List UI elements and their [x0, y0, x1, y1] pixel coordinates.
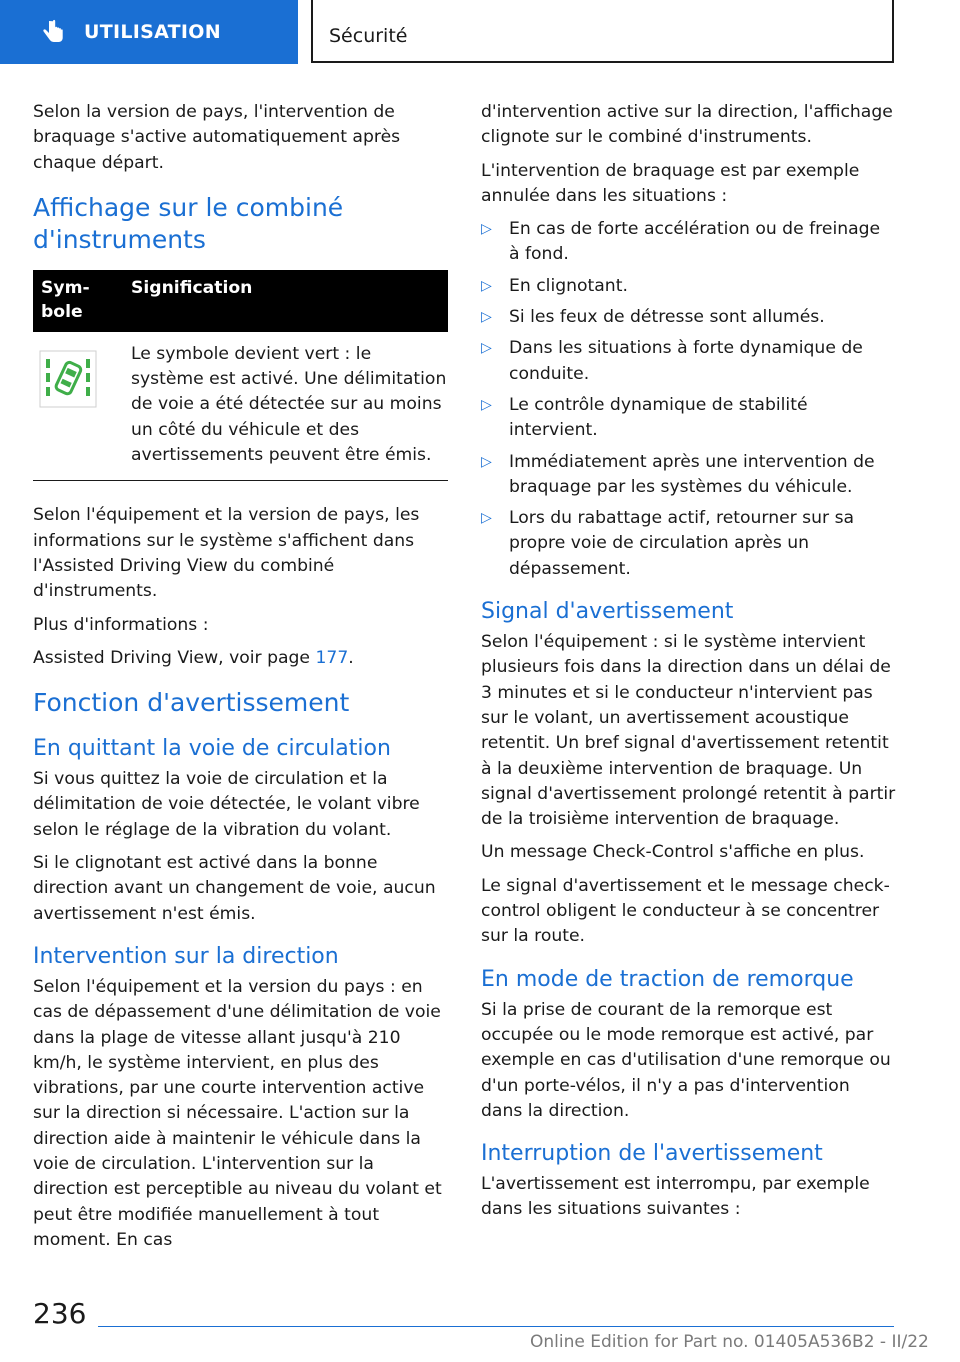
signal-paragraph-3: Le signal d'avertissement et le message check-control obligent le conducteur à se concentrer sur la route. — [481, 875, 890, 947]
assisted-reference: Assisted Driving View, voir page 177. — [33, 647, 354, 668]
list-item: ▷ Le contrôle dynamique de stabilité intervient. — [481, 394, 808, 441]
section-label: UTILISATION — [84, 21, 221, 43]
list-item: ▷ Immédiatement après une intervention de braquage par les systèmes du véhicule. — [481, 451, 875, 497]
interrupt-heading: Interruption de l'avertissement — [481, 1141, 823, 1167]
steering-paragraph: Selon l'équipement et la version du pays : en cas de dépassement d'une délimitation de voie dans la plage de vitesse allant jusqu'à 210 km/h, le système intervient, en plus des vibrations, par une courte intervention active sur la direction si nécessaire. L'action sur la direction aide à maintenir le véhicule dans la voie de circulation. L'intervention sur la direction est perceptible au niveau du volant et peut être modifiée manuellement à tout moment. En cas — [33, 976, 442, 1250]
signal-paragraph-2: Un message Check-Control s'affiche en plus. — [481, 842, 865, 863]
list-item: ▷ Si les feux de détresse sont allumés. — [481, 305, 896, 330]
list-item: ▷ En cas de forte accélération ou de freinage à fond. — [481, 219, 881, 265]
warning-heading: Fonction d'avertissement — [33, 688, 350, 718]
meaning-column-header: Signification — [131, 277, 253, 298]
chapter-header — [311, 0, 894, 63]
leaving-paragraph-2: Si le clignotant est activé dans la bonne direction avant un changement de voie, aucun avertissement n'est émis. — [33, 853, 436, 924]
chapter-label: Sécurité — [329, 25, 408, 47]
triangle-bullet-icon: ▷ — [481, 340, 492, 357]
page-link[interactable]: 177 — [315, 647, 349, 668]
interrupt-paragraph: L'avertissement est interrompu, par exemple dans les situations suivantes : — [481, 1174, 870, 1220]
trailer-heading: En mode de traction de remorque — [481, 966, 854, 992]
triangle-bullet-icon: ▷ — [481, 309, 492, 326]
triangle-bullet-icon: ▷ — [481, 510, 492, 527]
more-info-label: Plus d'informations : — [33, 614, 209, 635]
table-cell-meaning: Le symbole devient vert : le système est activé. Une délimitation de voie a été détectée sur au moins un côté du véhicule et des avertissements peuvent être émis. — [131, 343, 447, 466]
footer-divider — [98, 1326, 894, 1327]
page-number: 236 — [33, 1297, 87, 1330]
display-heading: Affichage sur le combiné d'instruments — [33, 192, 344, 254]
cancel-paragraph: L'intervention de braquage est par exemple annulée dans les situations : — [481, 160, 860, 206]
symbol-column-header: Sym- bole — [41, 277, 90, 322]
section-tab — [0, 0, 298, 64]
hand-pointer-icon — [40, 19, 66, 45]
list-item: ▷ Dans les situations à forte dynamique de conduite. — [481, 338, 863, 384]
trailer-paragraph: Si la prise de courant de la remorque est occupée ou le mode remorque est activé, par exemple en cas d'utilisation d'une remorque ou d'un porte-vélos, il n'y a pas d'intervention dans la direction. — [481, 999, 891, 1121]
cancel-list — [481, 217, 896, 582]
leaving-paragraph-1: Si vous quittez la voie de circulation et la délimitation de voie détectée, le volant vibre selon le réglage de la vibration du volant. — [33, 769, 420, 840]
leaving-heading: En quittant la voie de circulation — [33, 736, 391, 762]
table-row — [33, 332, 448, 481]
triangle-bullet-icon: ▷ — [481, 221, 492, 238]
table-header — [33, 270, 448, 332]
continuation-paragraph: d'intervention active sur la direction, l'affichage clignote sur le combiné d'instruments. — [481, 102, 893, 148]
triangle-bullet-icon: ▷ — [481, 277, 492, 294]
list-item: ▷ Lors du rabattage actif, retourner sur sa propre voie de circulation après un dépassement. — [481, 508, 855, 579]
triangle-bullet-icon: ▷ — [481, 453, 492, 470]
steering-heading: Intervention sur la direction — [33, 943, 339, 969]
left-column — [33, 100, 448, 1261]
list-item: ▷ En clignotant. — [481, 274, 896, 299]
assisted-prefix: Assisted Driving View, voir page — [33, 647, 316, 668]
symbol-table — [33, 270, 448, 481]
intro-paragraph: Selon la version de pays, l'intervention de braquage s'active automatiquement après chaque départ. — [33, 102, 401, 173]
triangle-bullet-icon: ▷ — [481, 396, 492, 413]
lane-assist-green-icon — [39, 350, 97, 408]
edition-text: Online Edition for Part no. 01405A536B2 - II/22 — [530, 1332, 929, 1352]
signal-paragraph-1: Selon l'équipement : si le système intervient plusieurs fois dans la direction dans un délai de 3 minutes et si le conducteur n'intervient pas sur le volant, un avertissement acoustique retentit. Un bref signal d'avertissement retentit à la deuxième intervention de braquage. Un signal d'avertissement prolongé retentit à partir de la troisième intervention de braquage. — [481, 632, 896, 830]
equipment-paragraph: Selon l'équipement et la version de pays, les informations sur le système s'affichent dans l'Assisted Driving View du combiné d'instruments. — [33, 505, 420, 602]
signal-heading: Signal d'avertissement — [481, 599, 734, 625]
right-column — [481, 100, 896, 1231]
